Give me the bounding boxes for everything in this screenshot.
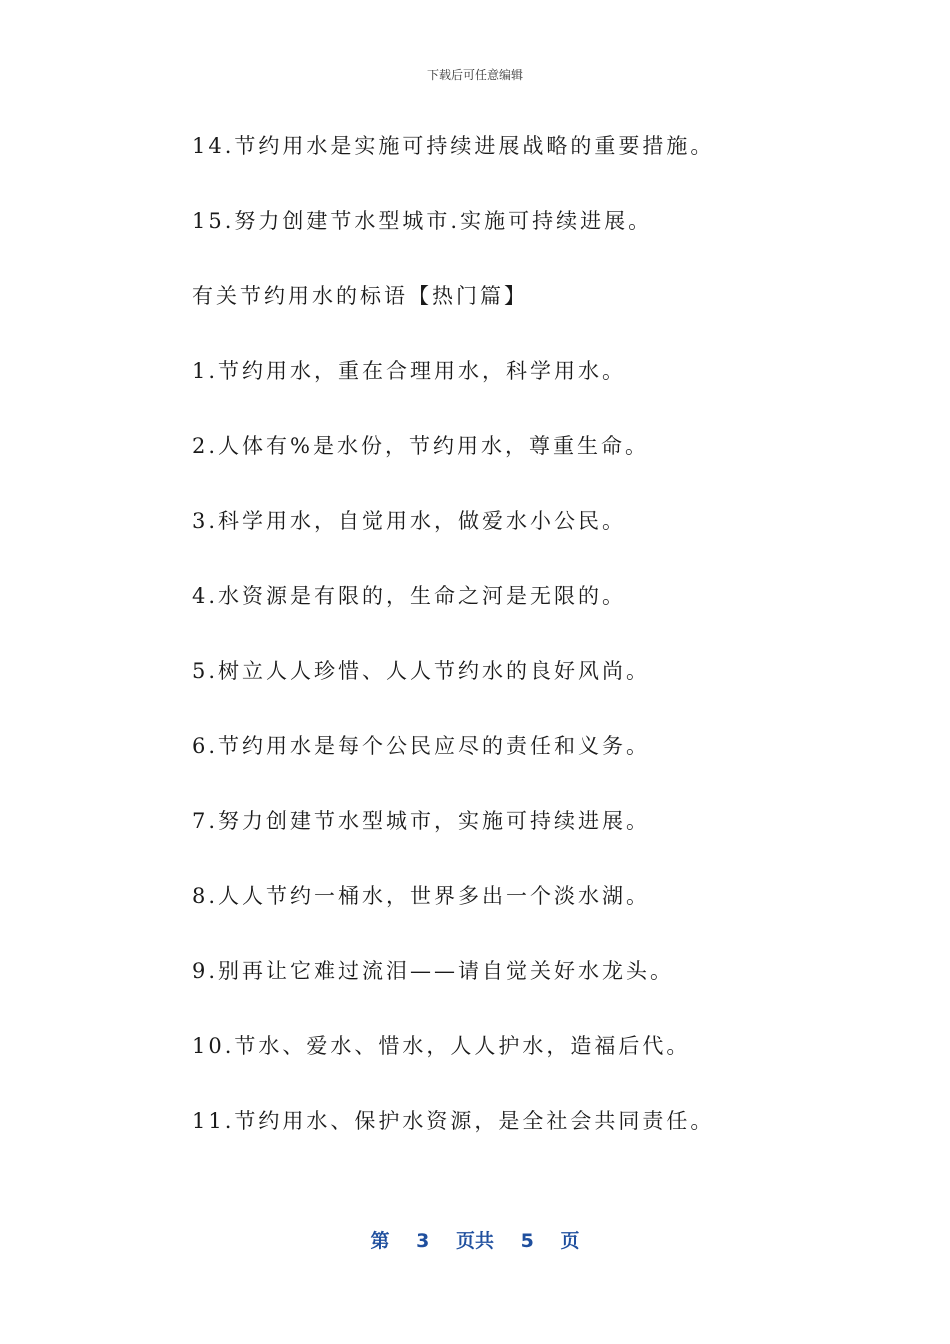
- page-header-note: 下载后可任意编辑: [426, 68, 523, 82]
- slogan-line: 5.树立人人珍惜、人人节约水的良好风尚。: [192, 659, 651, 683]
- page-footer: [0, 1226, 950, 1253]
- slogan-line: 10.节水、爱水、惜水，人人护水，造福后代。: [192, 1034, 691, 1058]
- page-label-prefix: 第: [370, 1230, 390, 1252]
- page-label-middle: 页共: [455, 1230, 494, 1252]
- slogan-line: 9.别再让它难过流泪——请自觉关好水龙头。: [192, 959, 675, 983]
- page-label-suffix: 页: [560, 1230, 580, 1252]
- slogan-line: 3.科学用水，自觉用水，做爱水小公民。: [192, 509, 627, 533]
- slogan-line: 2.人体有%是水份，节约用水，尊重生命。: [192, 434, 649, 458]
- slogan-line: 6.节约用水是每个公民应尽的责任和义务。: [192, 734, 651, 758]
- slogan-line: 7.努力创建节水型城市，实施可持续进展。: [192, 809, 651, 833]
- document-body: [192, 128, 892, 1178]
- section-heading: 有关节约用水的标语【热门篇】: [192, 284, 528, 308]
- slogan-line: 8.人人节约一桶水，世界多出一个淡水湖。: [192, 884, 651, 908]
- slogan-line: 14.节约用水是实施可持续进展战略的重要措施。: [192, 134, 715, 158]
- slogan-line: 1.节约用水，重在合理用水，科学用水。: [192, 359, 627, 383]
- current-page-number: 3: [416, 1230, 430, 1252]
- slogan-line: 15.努力创建节水型城市.实施可持续进展。: [192, 209, 653, 233]
- slogan-line: 4.水资源是有限的，生命之河是无限的。: [192, 584, 627, 608]
- slogan-line: 11.节约用水、保护水资源，是全社会共同责任。: [192, 1109, 715, 1133]
- total-pages-number: 5: [520, 1230, 534, 1252]
